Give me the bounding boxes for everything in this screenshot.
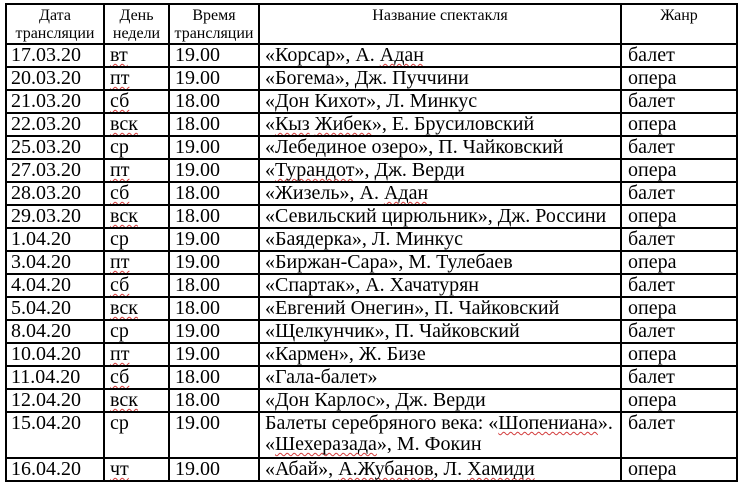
time-cell [169,159,259,182]
performance-title-segment: Турандот [275,159,355,181]
time-cell [169,182,259,205]
performance-title-segment: Кыз [275,113,310,135]
performance-title-segment: Адан [379,44,424,66]
column-header-date [6,4,104,44]
genre-label: опера [628,251,677,273]
title-cell [259,182,621,205]
weekday-label: ср [110,136,129,158]
title-cell [259,343,621,366]
genre-cell [621,274,737,297]
weekday-label: ср [110,320,129,342]
table-row [6,113,737,136]
performance-title-segment: «Спартак», А. Хачатурян [265,274,479,296]
broadcast-date: 1.04.20 [11,228,71,250]
broadcast-date: 22.03.20 [11,113,81,135]
broadcast-date: 5.04.20 [11,297,71,319]
weekday-label: сб [110,182,130,204]
broadcast-date: 17.03.20 [11,44,81,66]
column-header-day [104,4,169,44]
column-header-label: недели [112,25,161,42]
genre-cell [621,159,737,182]
genre-cell [621,67,737,90]
broadcast-date: 8.04.20 [11,320,71,342]
broadcast-time: 19.00 [175,412,220,434]
table-row [6,389,737,412]
weekday-label: чт [110,458,129,480]
column-header-label: День [119,7,154,24]
weekday-label: вск [110,389,138,411]
table-row [6,412,737,458]
title-cell [259,159,621,182]
performance-title-segment: «Кармен», Ж. Бизе [265,343,426,365]
table-row [6,251,737,274]
genre-label: опера [628,113,677,135]
genre-label: балет [628,228,675,250]
weekday-label: сб [110,90,130,112]
genre-label: балет [628,320,675,342]
broadcast-date: 12.04.20 [11,389,81,411]
title-cell [259,412,621,458]
date-cell [6,251,104,274]
performance-title-segment: Балеты серебряного века: « [265,412,499,434]
genre-cell [621,320,737,343]
broadcast-time: 18.00 [175,205,220,227]
day-cell [104,297,169,320]
genre-label: опера [628,389,677,411]
time-cell [169,389,259,412]
title-cell [259,389,621,412]
performance-title-segment: «Гала-балет» [265,366,378,388]
time-cell [169,412,259,458]
header-row [6,4,737,44]
genre-cell [621,44,737,67]
time-cell [169,136,259,159]
date-cell [6,44,104,67]
broadcast-date: 21.03.20 [11,90,81,112]
performance-title-segment: «Дон Кихот», Л. Минкус [265,90,478,112]
genre-cell [621,297,737,320]
genre-label: балет [628,366,675,388]
day-cell [104,67,169,90]
weekday-label: ср [110,228,129,250]
schedule-table-body [6,44,737,481]
genre-label: балет [628,412,675,434]
title-cell [259,228,621,251]
weekday-label: пт [110,343,130,365]
weekday-label: вск [110,205,138,227]
title-cell [259,274,621,297]
broadcast-date: 27.03.20 [11,159,81,181]
broadcast-time: 18.00 [175,366,220,388]
broadcast-date: 10.04.20 [11,343,81,365]
table-row [6,67,737,90]
genre-cell [621,251,737,274]
broadcast-time: 18.00 [175,389,220,411]
date-cell [6,389,104,412]
time-cell [169,251,259,274]
performance-title-segment: «Баядерка», Л. Минкус [265,228,463,250]
performance-title-segment: Жибек [314,113,372,135]
performance-title-segment: «Богема», Дж. Пуччини [265,67,469,89]
broadcast-date: 3.04.20 [11,251,71,273]
title-cell [259,205,621,228]
time-cell [169,297,259,320]
table-row [6,343,737,366]
date-cell [6,343,104,366]
time-cell [169,205,259,228]
column-header-genre [621,4,737,44]
weekday-label: пт [110,251,130,273]
day-cell [104,366,169,389]
performance-title-segment: А.Жубанов [338,458,434,480]
time-cell [169,113,259,136]
weekday-label: вт [110,44,128,66]
genre-label: балет [628,274,675,296]
genre-label: опера [628,343,677,365]
day-cell [104,205,169,228]
performance-title-segment: », М. Фокин [376,433,482,455]
weekday-label: ср [110,412,129,434]
genre-cell [621,228,737,251]
day-cell [104,274,169,297]
weekday-label: вск [110,113,138,135]
genre-label: опера [628,67,677,89]
performance-title-segment: «Севильский цирюльник», Дж. Россини [265,205,607,227]
day-cell [104,251,169,274]
performance-title-segment: « [265,433,275,455]
day-cell [104,182,169,205]
broadcast-date: 11.04.20 [11,366,81,388]
broadcast-date: 20.03.20 [11,67,81,89]
weekday-label: пт [110,159,130,181]
performance-title-segment: «Щелкунчик», П. Чайковский [265,320,520,342]
genre-cell [621,90,737,113]
date-cell [6,320,104,343]
broadcast-time: 18.00 [175,297,220,319]
table-row [6,274,737,297]
date-cell [6,182,104,205]
date-cell [6,366,104,389]
day-cell [104,320,169,343]
title-cell [259,366,621,389]
broadcast-time: 19.00 [175,136,220,158]
broadcast-date: 4.04.20 [11,274,71,296]
column-header-label: Жанр [660,7,698,24]
performance-title-segment: ». [597,412,613,434]
day-cell [104,228,169,251]
title-cell [259,67,621,90]
column-header-label: трансляции [174,25,254,42]
date-cell [6,136,104,159]
time-cell [169,274,259,297]
column-header-label: Дата [39,7,71,24]
table-row [6,228,737,251]
genre-label: опера [628,205,677,227]
day-cell [104,159,169,182]
title-cell [259,297,621,320]
table-row [6,366,737,389]
time-cell [169,67,259,90]
title-cell [259,44,621,67]
broadcast-time: 19.00 [175,67,220,89]
broadcast-schedule-table [5,3,738,482]
table-row [6,44,737,67]
date-cell [6,412,104,458]
weekday-label: сб [110,274,130,296]
table-row [6,136,737,159]
genre-cell [621,343,737,366]
table-row [6,159,737,182]
performance-title-segment: , Л. [433,458,468,480]
performance-title-segment: «Абай», [265,458,339,480]
performance-title-segment: «Евгений Онегин», П. Чайковский [265,297,560,319]
genre-cell [621,182,737,205]
performance-title-segment: Хамиди [467,458,535,480]
date-cell [6,274,104,297]
day-cell [104,412,169,458]
performance-title-segment: «Дон Карлос», Дж. Верди [265,389,486,411]
column-header-label: Название спектакля [372,7,508,24]
date-cell [6,159,104,182]
broadcast-time: 18.00 [175,90,220,112]
broadcast-date: 16.04.20 [11,458,81,480]
weekday-label: пт [110,67,130,89]
genre-cell [621,366,737,389]
column-header-time [169,4,259,44]
weekday-label: вск [110,297,138,319]
genre-label: опера [628,458,677,480]
performance-title-segment: «Лебединое озеро», П. Чайковский [265,136,564,158]
broadcast-time: 19.00 [175,159,220,181]
title-cell [259,90,621,113]
table-row [6,320,737,343]
day-cell [104,90,169,113]
time-cell [169,343,259,366]
performance-title-segment: », Е. Брусиловский [371,113,535,135]
date-cell [6,67,104,90]
time-cell [169,320,259,343]
genre-label: балет [628,136,675,158]
genre-label: опера [628,297,677,319]
broadcast-time: 19.00 [175,320,220,342]
date-cell [6,113,104,136]
genre-label: опера [628,159,677,181]
day-cell [104,136,169,159]
date-cell [6,228,104,251]
broadcast-time: 18.00 [175,113,220,135]
broadcast-time: 18.00 [175,274,220,296]
performance-title-segment: Шопениана [498,412,598,434]
genre-label: балет [628,182,675,204]
performance-title-segment: «Корсар», А. [265,44,380,66]
broadcast-time: 19.00 [175,458,220,480]
column-header-label: трансляции [15,25,95,42]
broadcast-time: 19.00 [175,228,220,250]
performance-title-segment: « [265,159,275,181]
date-cell [6,205,104,228]
genre-label: балет [628,90,675,112]
genre-cell [621,113,737,136]
genre-cell [621,205,737,228]
time-cell [169,228,259,251]
performance-title-segment: «Биржан-Сара», М. Тулебаев [265,251,513,273]
day-cell [104,343,169,366]
date-cell [6,90,104,113]
broadcast-date: 29.03.20 [11,205,81,227]
title-cell [259,251,621,274]
performance-title-segment: Адан [383,182,429,204]
table-row [6,205,737,228]
column-header-label: Время [192,7,236,24]
broadcast-time: 18.00 [175,182,220,204]
genre-cell [621,389,737,412]
performance-title-segment: », Дж. Верди [354,159,465,181]
table-row [6,182,737,205]
day-cell [104,113,169,136]
performance-title-segment: Шехеразада [275,433,377,455]
day-cell [104,44,169,67]
broadcast-time: 19.00 [175,44,220,66]
title-cell [259,136,621,159]
time-cell [169,366,259,389]
weekday-label: сб [110,366,130,388]
time-cell [169,44,259,67]
performance-title-segment: «Жизель», А. [265,182,384,204]
title-cell [259,320,621,343]
genre-cell [621,412,737,458]
genre-cell [621,136,737,159]
broadcast-time: 19.00 [175,343,220,365]
title-cell [259,113,621,136]
genre-label: балет [628,44,675,66]
broadcast-date: 15.04.20 [11,412,81,434]
column-header-title [259,4,621,44]
broadcast-date: 25.03.20 [11,136,81,158]
performance-title-segment: « [265,113,275,135]
broadcast-time: 19.00 [175,251,220,273]
table-row [6,90,737,113]
time-cell [169,90,259,113]
date-cell [6,297,104,320]
day-cell [104,389,169,412]
table-row [6,297,737,320]
broadcast-date: 28.03.20 [11,182,81,204]
